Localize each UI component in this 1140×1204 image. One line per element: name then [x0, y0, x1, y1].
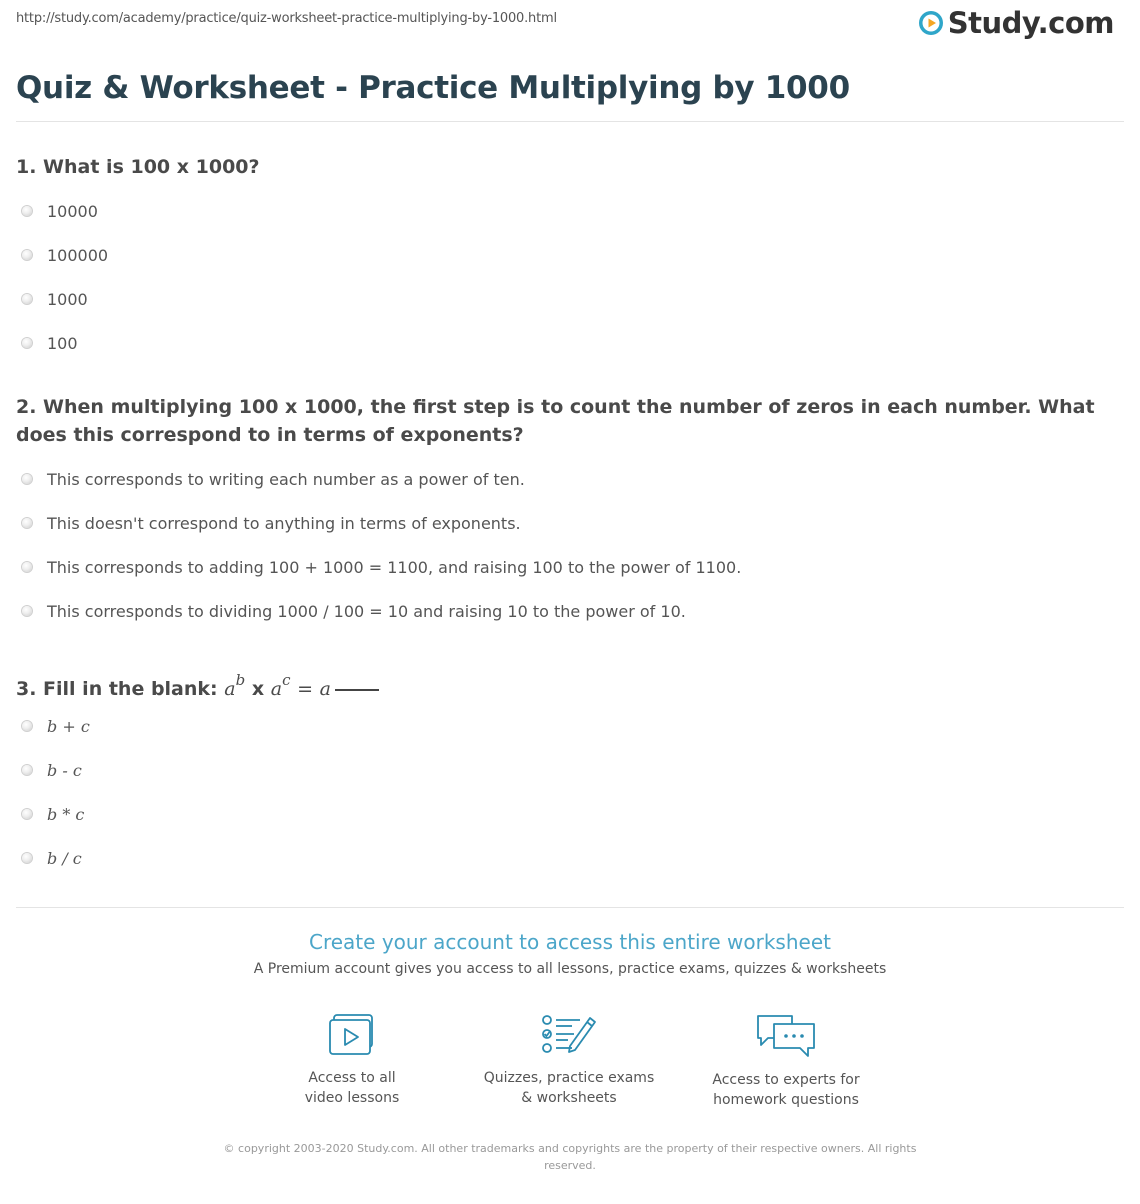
math-a: a	[319, 678, 331, 700]
radio-button[interactable]	[22, 474, 32, 484]
answer-option[interactable]	[22, 717, 90, 761]
math-a: a	[224, 678, 236, 700]
math-times: x	[251, 678, 265, 700]
answer-option[interactable]	[22, 470, 741, 514]
answer-option[interactable]	[22, 334, 108, 378]
feature-label-line2: & worksheets	[521, 1090, 617, 1106]
quiz-checklist-icon	[540, 1012, 598, 1058]
logo-text: Study.com	[947, 6, 1114, 40]
answer-option[interactable]	[22, 202, 108, 246]
question-2-options	[22, 470, 741, 646]
feature-experts	[676, 1012, 896, 1110]
copyright-notice: © copyright 2003-2020 Study.com. All other trademarks and copyrights are the property of their respective owners. All rights reserved.	[223, 1142, 917, 1172]
play-circle-icon	[918, 10, 944, 36]
question-1-options	[22, 202, 108, 378]
radio-button[interactable]	[22, 721, 32, 731]
math-exponent-c: c	[282, 671, 291, 689]
video-lesson-icon	[324, 1012, 380, 1058]
answer-option[interactable]	[22, 761, 90, 805]
radio-button[interactable]	[22, 853, 32, 863]
feature-label-line2: video lessons	[304, 1090, 400, 1106]
question-2: 2. When multiplying 100 x 1000, the first step is to count the number of zeros in each number. What does this correspond to in terms of exponents?	[16, 396, 1095, 446]
question-3-prefix: 3. Fill in the blank:	[16, 678, 218, 700]
fill-blank-line	[335, 689, 379, 691]
answer-label: This corresponds to dividing 1000 / 100 = 10 and raising 10 to the power of 10.	[47, 602, 686, 621]
answer-label: 100000	[47, 246, 109, 265]
study-logo[interactable]	[918, 6, 1114, 40]
feature-label-line2: homework questions	[713, 1092, 859, 1108]
answer-label: 100	[47, 334, 78, 353]
radio-button[interactable]	[22, 518, 32, 528]
answer-label: b - c	[47, 761, 82, 780]
cta-subtext: A Premium account gives you access to all lessons, practice exams, quizzes & worksheets	[253, 961, 887, 977]
math-a: a	[270, 678, 283, 700]
answer-option[interactable]	[22, 849, 90, 893]
answer-label: This doesn't correspond to anything in terms of exponents.	[47, 514, 521, 533]
divider	[16, 907, 1124, 908]
radio-button[interactable]	[22, 250, 32, 260]
radio-button[interactable]	[22, 765, 32, 775]
answer-option[interactable]	[22, 290, 108, 334]
math-equals: =	[297, 678, 314, 700]
question-3	[16, 666, 1100, 703]
page-title: Quiz & Worksheet - Practice Multiplying by 1000	[16, 70, 850, 106]
answer-label: 10000	[47, 202, 98, 221]
feature-label-line1: Quizzes, practice exams	[483, 1070, 655, 1086]
answer-label: b + c	[47, 717, 90, 736]
radio-button[interactable]	[22, 809, 32, 819]
answer-label: b * c	[47, 805, 85, 824]
answer-label: 1000	[47, 290, 88, 309]
answer-label: This corresponds to writing each number as a power of ten.	[47, 470, 525, 489]
question-3-options	[22, 717, 90, 893]
answer-option[interactable]	[22, 246, 108, 290]
page-url: http://study.com/academy/practice/quiz-worksheet-practice-multiplying-by-1000.html	[16, 11, 557, 26]
divider	[16, 121, 1124, 122]
answer-option[interactable]	[22, 602, 741, 646]
chat-bubbles-icon	[754, 1012, 818, 1060]
math-exponent-b: b	[235, 671, 246, 689]
answer-option[interactable]	[22, 558, 741, 602]
answer-option[interactable]	[22, 805, 90, 849]
feature-video-lessons	[242, 1012, 462, 1108]
radio-button[interactable]	[22, 294, 32, 304]
feature-label-line1: Access to all	[308, 1070, 396, 1086]
radio-button[interactable]	[22, 606, 32, 616]
feature-quizzes	[459, 1012, 679, 1108]
answer-option[interactable]	[22, 514, 741, 558]
cta-headline[interactable]: Create your account to access this entire worksheet	[309, 930, 831, 954]
radio-button[interactable]	[22, 206, 32, 216]
answer-label: b / c	[47, 849, 82, 868]
radio-button[interactable]	[22, 562, 32, 572]
feature-label-line1: Access to experts for	[712, 1072, 860, 1088]
answer-label: This corresponds to adding 100 + 1000 = 1100, and raising 100 to the power of 1100.	[47, 558, 742, 577]
radio-button[interactable]	[22, 338, 32, 348]
question-1: 1. What is 100 x 1000?	[16, 156, 260, 178]
